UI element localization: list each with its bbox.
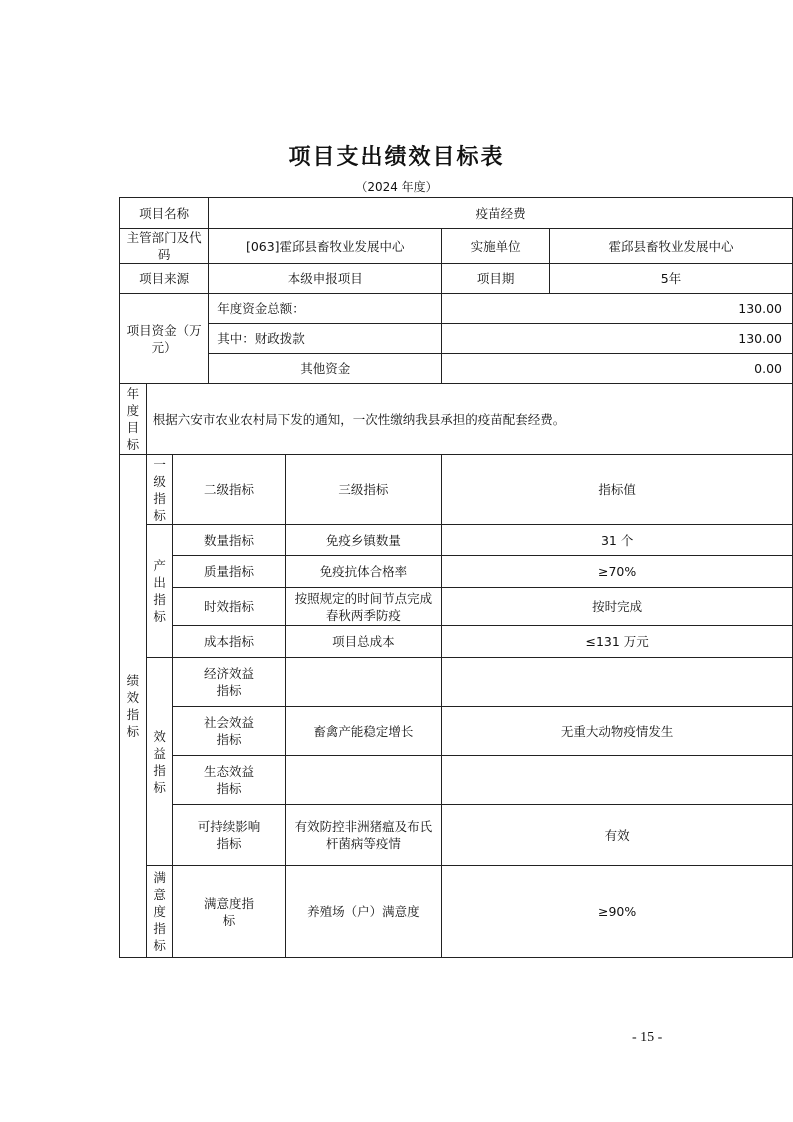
benefit-value: 无重大动物疫情发生	[442, 707, 793, 756]
benefit-l3: 畜禽产能稳定增长	[285, 707, 442, 756]
output-l2: 成本指标	[173, 626, 285, 658]
project-name-label: 项目名称	[120, 198, 209, 229]
fund-total-value: 130.00	[442, 294, 793, 324]
perf-indicator-label: 绩效指标	[120, 455, 147, 958]
output-value: 31 个	[442, 525, 793, 556]
table-row	[120, 805, 793, 866]
fund-total-label: 年度资金总额：	[209, 294, 442, 324]
impl-unit-label: 实施单位	[442, 229, 550, 264]
output-l3: 免疫抗体合格率	[285, 556, 442, 588]
period-label: 项目期	[442, 264, 550, 294]
performance-target-table	[119, 197, 793, 958]
table-row	[120, 556, 793, 588]
table-row	[120, 198, 793, 229]
output-l2: 质量指标	[173, 556, 285, 588]
header-level3: 三级指标	[285, 455, 442, 525]
benefit-indicator-label: 效益指标	[146, 658, 173, 866]
benefit-l3	[285, 756, 442, 805]
benefit-value	[442, 756, 793, 805]
period-value: 5年	[550, 264, 793, 294]
benefit-l3: 有效防控非洲猪瘟及布氏杆菌病等疫情	[285, 805, 442, 866]
page-number: - 15 -	[632, 1030, 663, 1045]
page-title: 项目支出绩效目标表	[288, 144, 505, 170]
output-indicator-label: 产出指标	[146, 525, 173, 658]
benefit-l3	[285, 658, 442, 707]
header-level1: 一级指标	[146, 455, 173, 525]
fund-fiscal-label: 其中：财政拨款	[209, 324, 442, 354]
output-l3: 项目总成本	[285, 626, 442, 658]
table-row	[120, 354, 793, 384]
output-value: ≤131 万元	[442, 626, 793, 658]
table-row	[120, 707, 793, 756]
benefit-l2: 社会效益指标	[173, 707, 285, 756]
source-value: 本级申报项目	[209, 264, 442, 294]
dept-label: 主管部门及代码	[120, 229, 209, 264]
table-row	[120, 294, 793, 324]
benefit-value: 有效	[442, 805, 793, 866]
benefit-value	[442, 658, 793, 707]
fiscal-year: （2024 年度）	[355, 180, 438, 194]
output-value: ≥70%	[442, 556, 793, 588]
fund-fiscal-value: 130.00	[442, 324, 793, 354]
header-value: 指标值	[442, 455, 793, 525]
benefit-l2: 经济效益指标	[173, 658, 285, 707]
table-row	[120, 324, 793, 354]
output-l3: 免疫乡镇数量	[285, 525, 442, 556]
table-row	[120, 658, 793, 707]
fund-label: 项目资金（万元）	[120, 294, 209, 384]
benefit-l2: 可持续影响指标	[173, 805, 285, 866]
dept-value: [063]霍邱县畜牧业发展中心	[209, 229, 442, 264]
table-row	[120, 626, 793, 658]
satisfaction-l3: 养殖场（户）满意度	[285, 866, 442, 958]
output-l2: 时效指标	[173, 588, 285, 626]
impl-unit-value: 霍邱县畜牧业发展中心	[550, 229, 793, 264]
output-value: 按时完成	[442, 588, 793, 626]
annual-goal-text: 根据六安市农业农村局下发的通知，一次性缴纳我县承担的疫苗配套经费。	[146, 384, 792, 455]
benefit-l2: 生态效益指标	[173, 756, 285, 805]
table-row	[120, 756, 793, 805]
project-name-value: 疫苗经费	[209, 198, 793, 229]
fund-other-value: 0.00	[442, 354, 793, 384]
satisfaction-indicator-label: 满意度指标	[146, 866, 173, 958]
table-row	[120, 525, 793, 556]
table-row	[120, 588, 793, 626]
fund-other-label: 其他资金	[209, 354, 442, 384]
output-l3: 按照规定的时间节点完成春秋两季防疫	[285, 588, 442, 626]
satisfaction-value: ≥90%	[442, 866, 793, 958]
header-level2: 二级指标	[173, 455, 285, 525]
table-header-row	[120, 455, 793, 525]
table-row	[120, 384, 793, 455]
table-row	[120, 229, 793, 264]
source-label: 项目来源	[120, 264, 209, 294]
table-row	[120, 264, 793, 294]
table-row	[120, 866, 793, 958]
satisfaction-l2: 满意度指标	[173, 866, 285, 958]
annual-goal-label: 年度目标	[120, 384, 147, 455]
output-l2: 数量指标	[173, 525, 285, 556]
